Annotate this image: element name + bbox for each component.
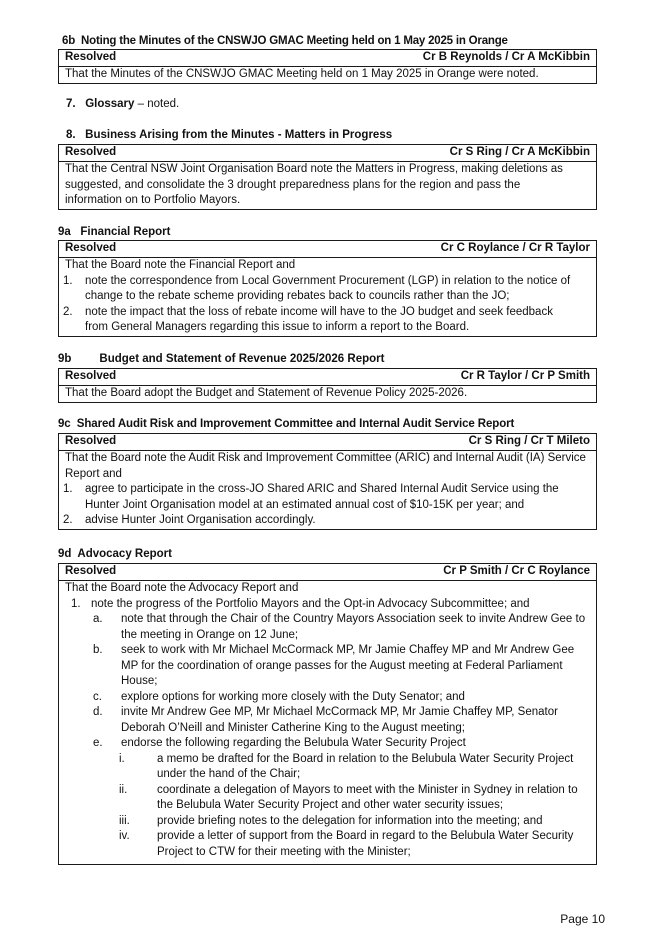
resolution-text: That the Minutes of the CNSWJO GMAC Meeting held on 1 May 2025 in Orange were noted.	[65, 68, 539, 80]
section-number: 7.	[66, 98, 76, 110]
list-text-line: invite Mr Andrew Gee MP, Mr Michael McCormack MP, Mr Jamie Chaffey MP, Senator	[121, 706, 558, 718]
section-6b-heading	[62, 34, 508, 50]
list-roman: i.	[119, 752, 125, 765]
sub-sub-list-item	[63, 752, 590, 783]
sub-list-item	[63, 612, 590, 643]
list-item	[63, 305, 590, 336]
list-text-line: explore options for working more closely with the Duty Senator; and	[121, 690, 465, 703]
resolution-text-line: information on to Portfolio Mayors.	[65, 194, 241, 206]
resolved-label: Resolved	[65, 51, 117, 63]
list-text-line: a memo be drafted for the Board in relation to the Belubula Water Security Project	[157, 752, 574, 765]
section-title: Budget and Statement of Revenue 2025/2026 Report	[99, 353, 385, 365]
list-text-line: note that through the Chair of the Country Mayors Association seek to invite Andrew Gee to	[121, 613, 586, 625]
list-item	[63, 597, 590, 613]
movers: Cr P Smith / Cr C Roylance	[443, 565, 590, 577]
resolved-label: Resolved	[65, 370, 117, 382]
sub-list-item	[63, 736, 590, 752]
list-text-line: the meeting in Orange on 12 June;	[121, 628, 299, 641]
movers: Cr R Taylor / Cr P Smith	[460, 370, 590, 382]
section-7	[66, 97, 179, 113]
resolution-intro: Report and	[65, 467, 122, 480]
list-letter: c.	[93, 690, 102, 703]
list-number: 2.	[63, 514, 73, 526]
list-text-line: change to the rebate scheme providing rebates back to councils rather than the JO;	[85, 290, 510, 302]
list-number: 1.	[71, 597, 81, 610]
sub-sub-list-item	[63, 814, 590, 830]
resolution-9a	[58, 240, 597, 337]
list-text-line: Deborah O’Neill and Minister Catherine King to the August meeting;	[121, 721, 465, 734]
resolution-header	[59, 434, 596, 451]
list-item	[63, 274, 590, 305]
section-note: – noted.	[134, 98, 180, 110]
list-item	[63, 513, 590, 529]
list-text-line: Hunter Joint Organisation model at an estimated annual cost of $10-15K per year; and	[85, 498, 525, 511]
movers: Cr S Ring / Cr A McKibbin	[449, 146, 590, 158]
section-title: Glossary	[85, 98, 135, 110]
resolution-9d	[58, 563, 597, 865]
resolved-label: Resolved	[65, 435, 117, 447]
resolution-8	[58, 144, 597, 210]
movers: Cr B Reynolds / Cr A McKibbin	[422, 51, 590, 63]
resolution-text-line: That the Central NSW Joint Organisation Board note the Matters in Progress, making deletions as	[65, 163, 563, 175]
resolution-9b	[58, 368, 597, 403]
list-text-line: under the hand of the Chair;	[157, 768, 301, 780]
resolved-label: Resolved	[65, 146, 117, 158]
list-text-line: the Belubula Water Security Project and other water security issues;	[157, 799, 504, 811]
resolution-intro: That the Board note the Audit Risk and Improvement Committee (ARIC) and Internal Audit (IA) Service	[65, 452, 586, 464]
sub-list-item	[63, 690, 590, 706]
resolution-9c	[58, 433, 597, 530]
resolution-text-line: suggested, and consolidate the 3 drought preparedness plans for the region and pass the	[65, 178, 521, 191]
list-text-line: agree to participate in the cross-JO Shared ARIC and Shared Internal Audit Service using the	[85, 483, 559, 495]
list-letter: a.	[93, 613, 103, 625]
list-text-line: advise Hunter Joint Organisation accordingly.	[85, 514, 316, 526]
resolution-intro: That the Board note the Advocacy Report and	[65, 582, 299, 594]
resolution-header	[59, 50, 596, 67]
movers: Cr S Ring / Cr T Mileto	[468, 435, 590, 447]
list-letter: e.	[93, 737, 103, 749]
section-9a-heading: 9a Financial Report	[58, 226, 171, 238]
sub-list-item	[63, 705, 590, 736]
list-text-line: from General Managers regarding this issue to inform a report to the Board.	[85, 321, 470, 333]
movers: Cr C Roylance / Cr R Taylor	[440, 242, 590, 254]
list-letter: b.	[93, 644, 103, 656]
list-number: 1.	[63, 483, 73, 495]
list-text-line: provide a letter of support from the Board in regard to the Belubula Water Security	[157, 830, 574, 842]
list-text-line: MP for the coordination of orange passes for the August meeting at Federal Parliament	[121, 659, 563, 672]
sub-sub-list-item	[63, 829, 590, 860]
list-text-line: note the correspondence from Local Government Procurement (LGP) in relation to the notice of	[85, 274, 571, 287]
section-number: 6b	[62, 35, 76, 47]
resolved-label: Resolved	[65, 242, 117, 254]
section-number: 9b	[58, 353, 72, 365]
resolution-header	[59, 369, 596, 386]
list-text-line: provide briefing notes to the delegation for information into the meeting; and	[157, 814, 543, 827]
list-text-line: House;	[121, 675, 158, 687]
section-9d-heading: 9d Advocacy Report	[58, 548, 172, 560]
list-text-line: note the impact that the loss of rebate income will have to the JO budget and seek feedback	[85, 305, 553, 318]
resolution-text: That the Board adopt the Budget and Statement of Revenue Policy 2025-2026.	[65, 387, 468, 399]
list-number: 1.	[63, 274, 73, 287]
section-9b-heading	[58, 352, 384, 368]
sub-list-item	[63, 643, 590, 690]
resolution-header	[59, 241, 596, 258]
resolution-intro: That the Board note the Financial Report and	[65, 259, 296, 271]
list-letter: d.	[93, 706, 103, 718]
list-roman: iii.	[119, 814, 130, 827]
list-roman: iv.	[119, 830, 130, 842]
section-title: Noting the Minutes of the CNSWJO GMAC Meeting held on 1 May 2025 in Orange	[81, 35, 508, 47]
resolved-label: Resolved	[65, 565, 117, 577]
resolution-header	[59, 564, 596, 581]
list-roman: ii.	[119, 783, 128, 796]
resolution-6b	[58, 49, 597, 84]
sub-sub-list-item	[63, 783, 590, 814]
list-text-line: Project to CTW for their meeting with the Minister;	[157, 845, 411, 858]
list-number: 2.	[63, 305, 73, 318]
resolution-header	[59, 145, 596, 162]
list-text-line: note the progress of the Portfolio Mayors and the Opt-in Advocacy Subcommittee; and	[91, 597, 530, 610]
list-text-line: seek to work with Mr Michael McCormack MP, Mr Jamie Chaffey MP and Mr Andrew Gee	[121, 644, 575, 656]
section-8-heading: 8. Business Arising from the Minutes - Matters in Progress	[66, 129, 393, 141]
list-item	[63, 482, 590, 513]
list-text-line: coordinate a delegation of Mayors to meet with the Minister in Sydney in relation to	[157, 783, 578, 796]
section-9c-heading: 9c Shared Audit Risk and Improvement Committee and Internal Audit Service Report	[58, 418, 515, 430]
page-number: Page 10	[560, 912, 605, 926]
list-text-line: endorse the following regarding the Belubula Water Security Project	[121, 737, 466, 749]
